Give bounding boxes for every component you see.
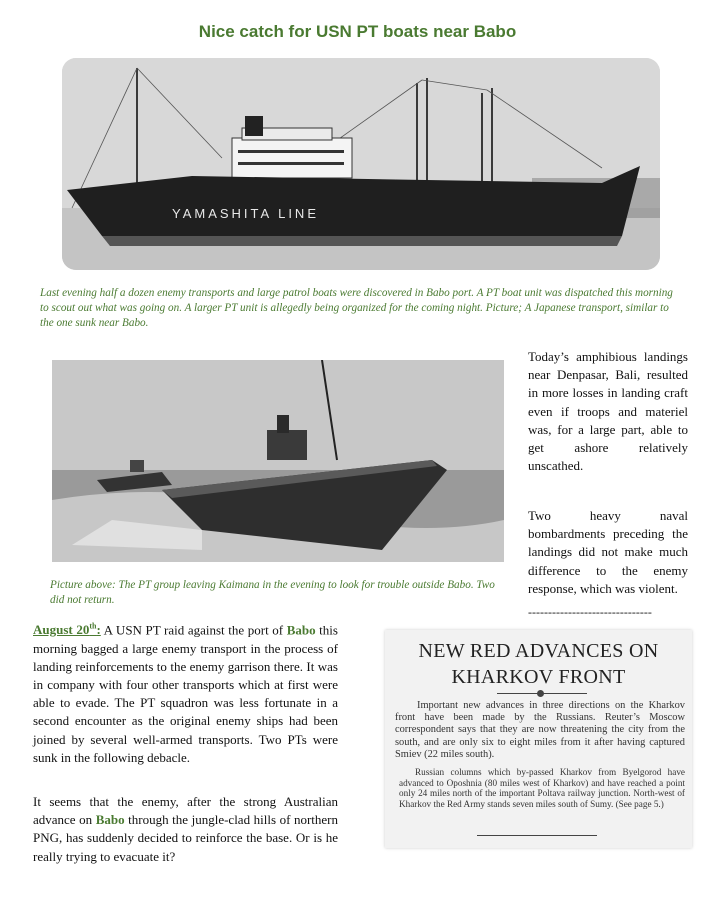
page-title: Nice catch for USN PT boats near Babo — [198, 22, 517, 41]
article-paragraph-1: August 20th: A USN PT raid against the port of Babo this morning bagged a large enemy transport in the process of landing reinforcements to the enemy garrison there. It was in company with four other transports which at first were able to evade. The PT squadron was less fortunate in a second encounter as the original enemy ships had been joined by several well-armed transports. Two PTs were sunk in the following debacle. — [33, 622, 338, 765]
right-column-paragraph-1: Today’s amphibious landings near Denpasar, Bali, resulted in more losses in landing craft even if troops and materiel was, for a large part, able to get ashore relatively unscathed. — [528, 349, 688, 474]
clipping-paragraph-1: Important new advances in three directions on the Kharkov front have been made by the Russians. Reuter’s Moscow correspondent says that they are now threatening the city from the south, and are only six to eight miles from it after having captured Smiev (22 miles south). — [395, 700, 685, 760]
clipping-paragraph-2: Russian columns which by-passed Kharkov from Byelgorod have advanced to Oposhnia (80 miles west of Kharkov) and have reached a point only 24 miles north of the important Poltava railway junction. North-west of Kharkov the Red Army stands seven miles south of Sumy. (See page 5.) — [399, 767, 685, 809]
newspaper-clipping — [385, 630, 692, 848]
hull-lettering: YAMASHITA LINE — [172, 206, 319, 221]
pt-boats-photo — [52, 360, 504, 562]
article-date: August 20th: — [33, 622, 101, 638]
ship-photo-caption: Last evening half a dozen enemy transports and large patrol boats were discovered in Babo port. A PT boat unit was dispatched this morning to scout out what was going on. A larger PT unit is allegedly being organized for the coming night. Picture; A Japanese transport, similar to the one sunk near Babo. — [40, 287, 673, 329]
place-name: Babo — [95, 812, 125, 828]
clipping-ornament — [537, 690, 544, 697]
clipping-headline: NEW RED ADVANCES ON KHARKOV FRONT — [418, 640, 659, 688]
right-column-paragraph-2: Two heavy naval bombardments preceding the landings did not make much difference to the enemy response, which was violent. — [528, 508, 688, 596]
separator: ------------------------------- — [528, 605, 652, 619]
transport-ship-photo — [62, 58, 660, 270]
article-paragraph-2: It seems that the enemy, after the strong Australian advance on Babo through the jungle-clad hills of northern PNG, has suddenly decided to reinforce the base. Or is he really trying to evacuate it? — [33, 794, 338, 864]
clipping-end-rule — [477, 835, 597, 836]
pt-photo-caption: Picture above: The PT group leaving Kaimana in the evening to look for trouble outside Babo. Two did not return. — [50, 579, 495, 606]
place-name: Babo — [286, 622, 316, 638]
